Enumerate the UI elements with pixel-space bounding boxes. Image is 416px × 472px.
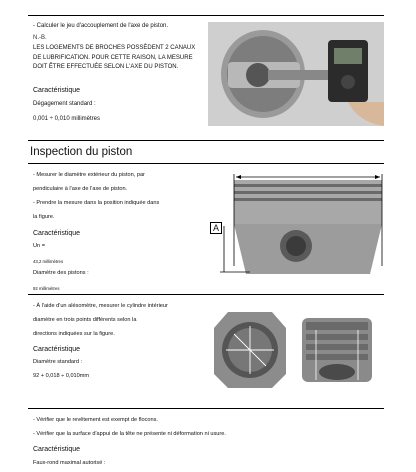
- nb-line-3: DOIT ÊTRE EFFECTUÉE SELON L'AXE DU PISTON.: [33, 64, 179, 70]
- standard-label-1: Dégagement standard :: [33, 101, 96, 107]
- piston-line-1: - Mesurer le diamètre extérieur du piston, par: [33, 172, 145, 178]
- standard-label-3: Diamètre standard :: [33, 359, 83, 365]
- diam-label: Diamètre des pistons :: [33, 270, 89, 276]
- rule-3: [28, 163, 384, 164]
- rule-4: [28, 294, 384, 295]
- un-value: 43,2 millimètres: [33, 259, 64, 264]
- standard-value-1: 0,001 ÷ 0,010 millimètres: [33, 116, 100, 122]
- cylinder-line-1: - À l'aide d'un alésomètre, mesurer le cylindre intérieur: [33, 303, 168, 309]
- check-line-1: - Vérifier que le revêtement est exempt de flocons.: [33, 417, 158, 423]
- cylinder-line-3: directions indiquées sur la figure.: [33, 331, 115, 337]
- flatness-label: Faux-rond maximal autorisé :: [33, 460, 106, 466]
- section-title: Inspection du piston: [30, 146, 133, 158]
- piston-line-2: pendiculaire à l'axe de l'axe de piston.: [33, 186, 128, 192]
- char-heading-1: Caractéristique: [33, 87, 81, 94]
- diam-value: 92 millimètres: [33, 286, 60, 291]
- piston-line-4: la figure.: [33, 214, 55, 220]
- check-line-2: - Vérifier que la surface d'appui de la tête ne présente ni déformation ni usure.: [33, 431, 226, 437]
- figure-label-a: A: [210, 222, 222, 234]
- pin-measurement-photo: [208, 22, 384, 126]
- char-heading-4: Caractéristique: [33, 446, 81, 453]
- char-heading-3: Caractéristique: [33, 346, 81, 353]
- standard-value-3: 92 + 0,018 ÷ 0,010mm: [33, 373, 90, 379]
- nb-line-2: DE LUBRIFICATION. POUR CETTE RAISON, LA MESURE: [33, 55, 193, 61]
- piston-photo: [210, 168, 384, 278]
- piston-line-3: - Prendre la mesure dans la position indiquée dans: [33, 200, 160, 206]
- bullet-calc: - Calculer le jeu d'accouplement de l'axe de piston.: [33, 23, 169, 29]
- top-rule: [28, 15, 384, 16]
- un-label: Un =: [33, 243, 45, 249]
- cylinder-photo: [206, 300, 384, 396]
- nb-label: N.-B.: [33, 35, 47, 41]
- rule-2: [28, 140, 384, 141]
- cylinder-line-2: diamètre en trois points différents selon la: [33, 317, 137, 323]
- char-heading-2: Caractéristique: [33, 230, 81, 237]
- rule-5: [28, 408, 384, 409]
- nb-line-1: LES LOGEMENTS DE BROCHES POSSÈDENT 2 CANAUX: [33, 45, 196, 51]
